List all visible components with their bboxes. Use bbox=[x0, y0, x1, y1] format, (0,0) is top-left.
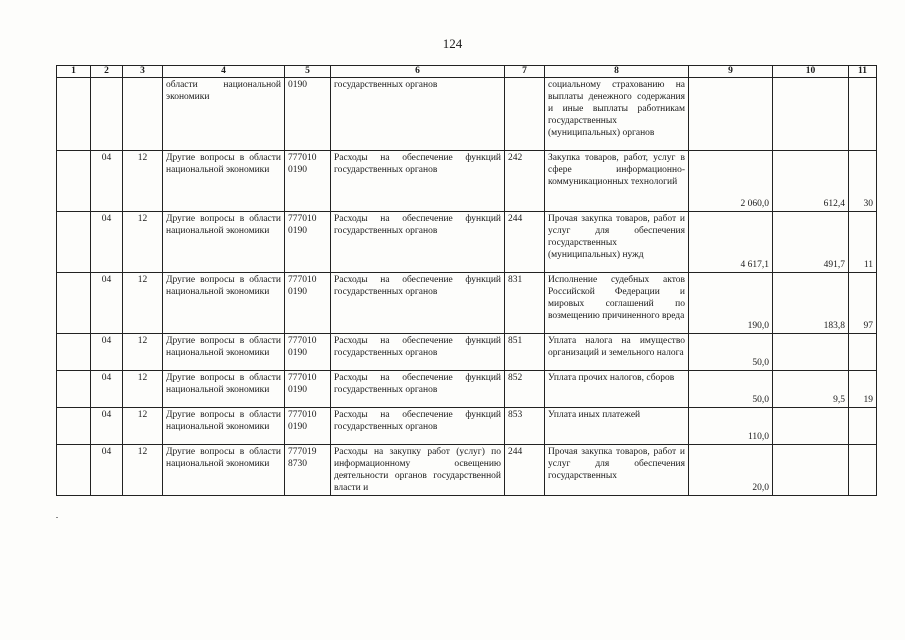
table-row bbox=[57, 334, 877, 371]
table-row bbox=[57, 151, 877, 212]
cell-col-1 bbox=[57, 408, 91, 445]
header-col-11: 11 bbox=[849, 66, 877, 78]
cell-target-code: 777010 0190 bbox=[285, 334, 331, 371]
cell-planned: 4 617,1 bbox=[689, 212, 773, 273]
cell-section-name: Другие вопросы в области национальной экономики bbox=[163, 151, 285, 212]
cell-expense-type: 242 bbox=[505, 151, 545, 212]
cell-planned bbox=[689, 78, 773, 151]
cell-actual: 9,5 bbox=[773, 371, 849, 408]
cell-target-name: Расходы на обеспечение функций государственных органов bbox=[331, 151, 505, 212]
cell-expense-name: социальному страхованию на выплаты денежного содержания и иные выплаты работникам государственных (муниципальных) органов bbox=[545, 78, 689, 151]
cell-col-1 bbox=[57, 445, 91, 496]
table-row bbox=[57, 445, 877, 496]
cell-actual: 612,4 bbox=[773, 151, 849, 212]
cell-expense-name: Уплата налога на имущество организаций и земельного налога bbox=[545, 334, 689, 371]
cell-planned: 110,0 bbox=[689, 408, 773, 445]
cell-col-1 bbox=[57, 78, 91, 151]
cell-target-code: 0190 bbox=[285, 78, 331, 151]
cell-subsection: 12 bbox=[123, 212, 163, 273]
header-row bbox=[57, 66, 877, 78]
header-col-8: 8 bbox=[545, 66, 689, 78]
cell-target-code: 777010 0190 bbox=[285, 371, 331, 408]
cell-target-code: 777019 8730 bbox=[285, 445, 331, 496]
cell-subsection: 12 bbox=[123, 408, 163, 445]
cell-planned: 2 060,0 bbox=[689, 151, 773, 212]
cell-expense-type: 853 bbox=[505, 408, 545, 445]
table-row bbox=[57, 408, 877, 445]
cell-expense-name: Уплата прочих налогов, сборов bbox=[545, 371, 689, 408]
cell-section: 04 bbox=[91, 371, 123, 408]
cell-target-name: Расходы на обеспечение функций государственных органов bbox=[331, 212, 505, 273]
cell-col-1 bbox=[57, 212, 91, 273]
cell-subsection: 12 bbox=[123, 445, 163, 496]
cell-target-name: Расходы на обеспечение функций государственных органов bbox=[331, 408, 505, 445]
cell-expense-type: 831 bbox=[505, 273, 545, 334]
cell-section bbox=[91, 78, 123, 151]
header-col-10: 10 bbox=[773, 66, 849, 78]
cell-percent: 19 bbox=[849, 371, 877, 408]
cell-section: 04 bbox=[91, 151, 123, 212]
cell-section-name: Другие вопросы в области национальной экономики bbox=[163, 334, 285, 371]
header-col-9: 9 bbox=[689, 66, 773, 78]
cell-section: 04 bbox=[91, 408, 123, 445]
cell-actual bbox=[773, 78, 849, 151]
cell-col-1 bbox=[57, 151, 91, 212]
cell-target-name: Расходы на обеспечение функций государственных органов bbox=[331, 273, 505, 334]
cell-expense-name: Прочая закупка товаров, работ и услуг для обеспечения государственных bbox=[545, 445, 689, 496]
cell-section-name: Другие вопросы в области национальной экономики bbox=[163, 212, 285, 273]
page-number: 124 bbox=[442, 36, 463, 51]
cell-actual bbox=[773, 445, 849, 496]
cell-target-code: 777010 0190 bbox=[285, 273, 331, 334]
scan-speck bbox=[56, 517, 58, 518]
cell-col-1 bbox=[57, 334, 91, 371]
header-col-3: 3 bbox=[123, 66, 163, 78]
cell-actual bbox=[773, 334, 849, 371]
cell-percent bbox=[849, 334, 877, 371]
cell-expense-type: 244 bbox=[505, 212, 545, 273]
cell-target-name: Расходы на обеспечение функций государственных органов bbox=[331, 371, 505, 408]
cell-subsection bbox=[123, 78, 163, 151]
cell-section-name: Другие вопросы в области национальной экономики bbox=[163, 273, 285, 334]
header-col-5: 5 bbox=[285, 66, 331, 78]
table-row bbox=[57, 212, 877, 273]
header-col-1: 1 bbox=[57, 66, 91, 78]
cell-actual: 183,8 bbox=[773, 273, 849, 334]
cell-expense-name: Исполнение судебных актов Российской Федерации и мировых соглашений по возмещению причиненного вреда bbox=[545, 273, 689, 334]
cell-target-name: Расходы на обеспечение функций государственных органов bbox=[331, 334, 505, 371]
cell-planned: 50,0 bbox=[689, 334, 773, 371]
cell-target-name: государственных органов bbox=[331, 78, 505, 151]
cell-section: 04 bbox=[91, 212, 123, 273]
cell-planned: 190,0 bbox=[689, 273, 773, 334]
cell-subsection: 12 bbox=[123, 334, 163, 371]
cell-section-name: Другие вопросы в области национальной экономики bbox=[163, 445, 285, 496]
cell-section: 04 bbox=[91, 445, 123, 496]
cell-expense-name: Закупка товаров, работ, услуг в сфере информационно-коммуникационных технологий bbox=[545, 151, 689, 212]
cell-percent: 30 bbox=[849, 151, 877, 212]
cell-subsection: 12 bbox=[123, 151, 163, 212]
cell-percent bbox=[849, 445, 877, 496]
cell-expense-type: 851 bbox=[505, 334, 545, 371]
cell-target-code: 777010 0190 bbox=[285, 408, 331, 445]
header-col-6: 6 bbox=[331, 66, 505, 78]
cell-section-name: Другие вопросы в области национальной экономики bbox=[163, 408, 285, 445]
cell-target-code: 777010 0190 bbox=[285, 151, 331, 212]
budget-table bbox=[56, 65, 877, 496]
cell-percent: 11 bbox=[849, 212, 877, 273]
cell-subsection: 12 bbox=[123, 371, 163, 408]
cell-actual bbox=[773, 408, 849, 445]
cell-col-1 bbox=[57, 273, 91, 334]
header-col-7: 7 bbox=[505, 66, 545, 78]
cell-expense-name: Прочая закупка товаров, работ и услуг для обеспечения государственных (муниципальных) нужд bbox=[545, 212, 689, 273]
cell-section-name: Другие вопросы в области национальной экономики bbox=[163, 371, 285, 408]
cell-percent: 97 bbox=[849, 273, 877, 334]
cell-expense-type bbox=[505, 78, 545, 151]
header-col-4: 4 bbox=[163, 66, 285, 78]
table-row bbox=[57, 371, 877, 408]
cell-section: 04 bbox=[91, 334, 123, 371]
cell-subsection: 12 bbox=[123, 273, 163, 334]
header-col-2: 2 bbox=[91, 66, 123, 78]
cell-target-name: Расходы на закупку работ (услуг) по информационному освещению деятельности органов государственной власти и bbox=[331, 445, 505, 496]
cell-expense-type: 244 bbox=[505, 445, 545, 496]
budget-table-container bbox=[56, 65, 877, 496]
cell-percent bbox=[849, 78, 877, 151]
cell-planned: 20,0 bbox=[689, 445, 773, 496]
table-row bbox=[57, 273, 877, 334]
table-row bbox=[57, 78, 877, 151]
cell-expense-name: Уплата иных платежей bbox=[545, 408, 689, 445]
cell-section-name: области национальной экономики bbox=[163, 78, 285, 151]
cell-expense-type: 852 bbox=[505, 371, 545, 408]
cell-planned: 50,0 bbox=[689, 371, 773, 408]
cell-target-code: 777010 0190 bbox=[285, 212, 331, 273]
cell-section: 04 bbox=[91, 273, 123, 334]
cell-col-1 bbox=[57, 371, 91, 408]
cell-actual: 491,7 bbox=[773, 212, 849, 273]
cell-percent bbox=[849, 408, 877, 445]
